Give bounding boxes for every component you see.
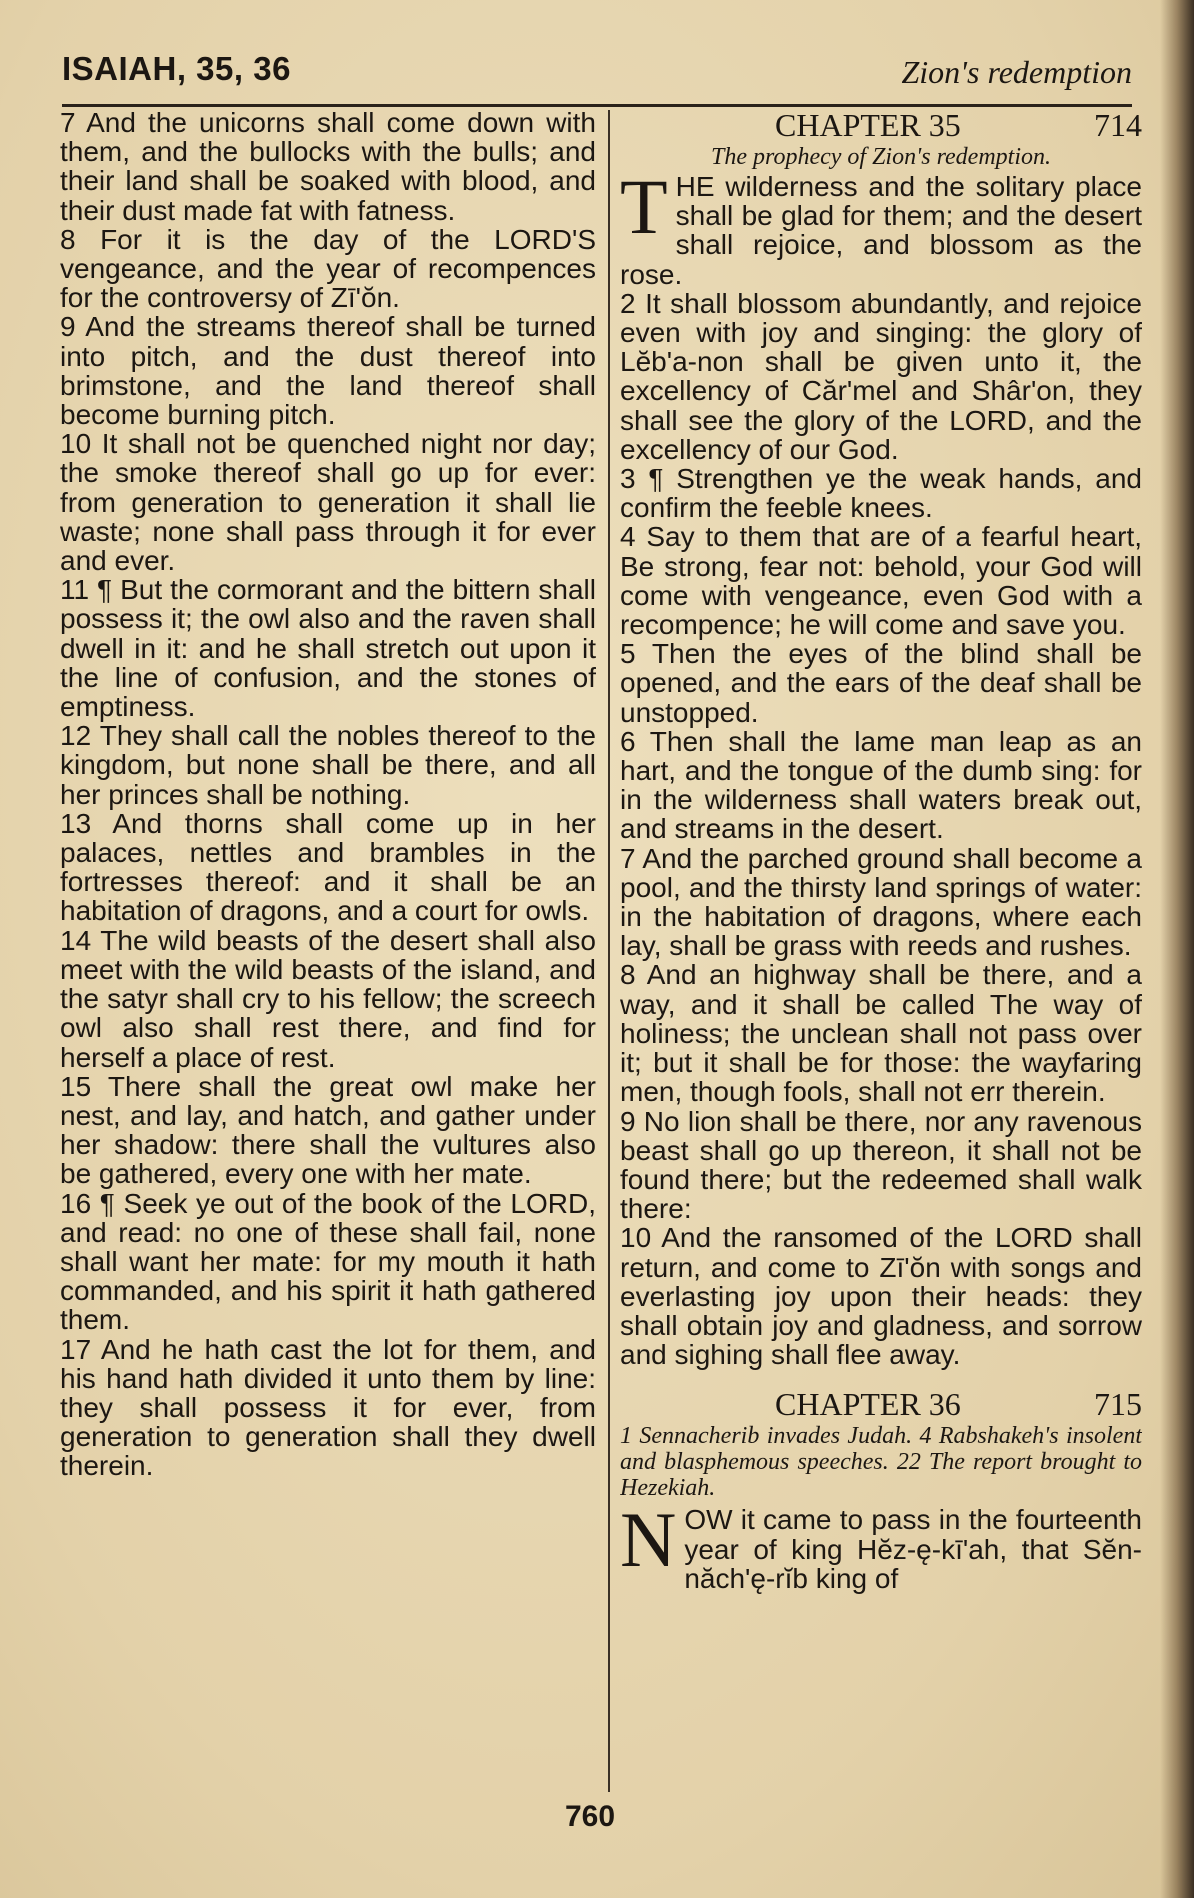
chapter-title: CHAPTER 36 bbox=[775, 1386, 961, 1423]
drop-cap: T bbox=[620, 163, 668, 250]
chapter-heading bbox=[620, 108, 1142, 142]
verse: 3 ¶ Strengthen ye the weak hands, and confirm the feeble knees. bbox=[620, 463, 1142, 524]
summary-item: 22 The report brought to Hezekiah. bbox=[620, 1449, 1142, 1502]
verse: 8 And an highway shall be there, and a way, and it shall be called The way of holiness; the unclean shall not pass over it; but it shall be for those: the wayfaring men, though fools, shall not err therein. bbox=[620, 959, 1142, 1108]
chapter-summary-list bbox=[620, 1423, 1142, 1501]
verse: 16 ¶ Seek ye out of the book of the LORD, and read: no one of these shall fail, none shall want her mate: for my mouth it hath commanded, and his spirit it hath gathered them. bbox=[60, 1187, 596, 1336]
chapter-ref-number: 715 bbox=[1094, 1386, 1142, 1423]
verse: 17 And he hath cast the lot for them, and his hand hath divided it unto them by line: they shall possess it for ever, from generation to generation shall they dwell therein. bbox=[60, 1333, 596, 1482]
verse: 7 And the unicorns shall come down with them, and the bullocks with the bulls; and their land shall be soaked with blood, and their dust made fat with fatness. bbox=[60, 108, 596, 226]
verse: 4 Say to them that are of a fearful heart, Be strong, fear not: behold, your God will come with vengeance, even God with a recompence; he will come and save you. bbox=[620, 521, 1142, 641]
left-column bbox=[60, 108, 596, 1798]
verse-text: OW it came to pass in the fourteenth year of king Hĕz-ę-kī'ah, that Sĕn-năch'ę-rĭb king of bbox=[684, 1504, 1142, 1594]
summary-item: 1 Sennacherib invades Judah. bbox=[620, 1423, 913, 1450]
verse-first bbox=[620, 163, 1142, 290]
verse-text: HE wilderness and the solitary place shall be glad for them; and the desert shall rejoice, and blossom as the rose. bbox=[620, 171, 1142, 290]
chapter-heading bbox=[620, 1387, 1142, 1421]
verse: 10 It shall not be quenched night nor day; the smoke thereof shall go up for ever: from generation to generation it shall lie waste; none shall pass through it for ever and ever. bbox=[60, 428, 596, 577]
header-rule bbox=[62, 104, 1132, 107]
verse: 15 There shall the great owl make her nest, and lay, and hatch, and gather under her shadow: there shall the vultures also be gathered, every one with her mate. bbox=[60, 1070, 596, 1190]
verse: 11 ¶ But the cormorant and the bittern shall possess it; the owl also and the raven shall dwell in it: and he shall stretch out upon it the line of confusion, and the stones of emptiness. bbox=[60, 574, 596, 723]
column-divider bbox=[608, 110, 610, 1792]
drop-cap: N bbox=[620, 1496, 677, 1584]
page-spine-shadow bbox=[1160, 0, 1194, 1898]
verse: 8 For it is the day of the LORD'S vengeance, and the year of recompences for the controversy of Zī'ŏn. bbox=[60, 223, 596, 314]
verse: 9 No lion shall be there, nor any ravenous beast shall go up thereon, it shall not be found there; but the redeemed shall walk there: bbox=[620, 1105, 1142, 1225]
chapter-summary: The prophecy of Zion's redemption. bbox=[711, 144, 1051, 170]
verse-first bbox=[620, 1496, 1142, 1594]
verse: 2 It shall blossom abundantly, and rejoice even with joy and singing: the glory of Lĕb'a-non shall be given unto it, the excellency of Căr'mel and Shâr'on, they shall see the glory of the LORD, and the excellency of our God. bbox=[620, 287, 1142, 465]
verse: 9 And the streams thereof shall be turned into pitch, and the dust thereof into brimstone, and the land thereof shall become burning pitch. bbox=[60, 311, 596, 431]
summary-item: 4 Rabshakeh's insolent and blasphemous speeches. bbox=[620, 1423, 1142, 1476]
verse: 7 And the parched ground shall become a pool, and the thirsty land springs of water: in the habitation of dragons, where each lay, shall be grass with reeds and rushes. bbox=[620, 842, 1142, 962]
verse: 5 Then the eyes of the blind shall be opened, and the ears of the deaf shall be unstopped. bbox=[620, 638, 1142, 728]
verse: 10 And the ransomed of the LORD shall return, and come to Zī'ŏn with songs and everlasting joy upon their heads: they shall obtain joy and gladness, and sorrow and sighing shall flee away. bbox=[620, 1222, 1142, 1371]
verse: 6 Then shall the lame man leap as an hart, and the tongue of the dumb sing: for in the wilderness shall waters break out, and streams in the desert. bbox=[620, 725, 1142, 845]
chapter-gap bbox=[620, 1369, 1142, 1387]
running-header-book: ISAIAH, 35, 36 bbox=[62, 50, 291, 87]
verse: 12 They shall call the nobles thereof to the kingdom, but none shall be there, and all her princes shall be nothing. bbox=[60, 720, 596, 810]
verse: 14 The wild beasts of the desert shall also meet with the wild beasts of the island, and the satyr shall cry to his fellow; the screech owl also shall rest there, and find for herself a place of rest. bbox=[60, 924, 596, 1073]
chapter-title: CHAPTER 35 bbox=[775, 108, 961, 143]
page-number: 760 bbox=[565, 1800, 616, 1833]
right-column bbox=[620, 108, 1142, 1798]
verse: 13 And thorns shall come up in her palaces, nettles and brambles in the fortresses thereof: and it shall be an habitation of dragons, and a court for owls. bbox=[60, 807, 596, 927]
chapter-ref-number: 714 bbox=[1094, 108, 1142, 143]
running-header-topic: Zion's redemption bbox=[901, 54, 1132, 90]
